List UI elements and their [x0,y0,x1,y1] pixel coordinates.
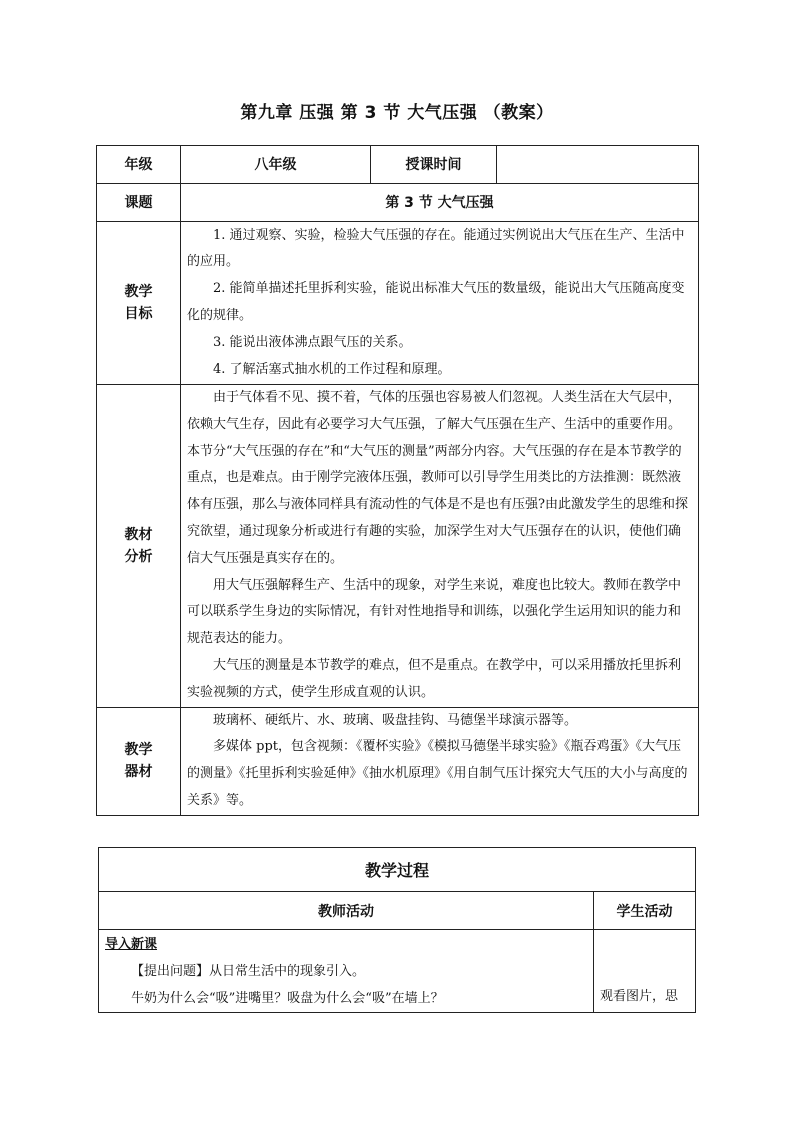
analysis-paragraph: 大气压的测量是本节教学的难点，但不是重点。在教学中，可以采用播放托里拆利实验视频的方式，使学生形成直观的认识。 [187,657,682,700]
equipment-label: 教学器材 [97,707,181,815]
analysis-paragraph: 由于气体看不见、摸不着，气体的压强也容易被人们忽视。人类生活在大气层中，依赖大气生存，因此有必要学习大气压强，了解大气压强在生产、生活中的重要作用。本节分“大气压强的存在”和“大气压的测量”两部分内容。大气压强的存在是本节教学的重点，也是难点。由于刚学完液体压强，教师可以引导学生用类比的方法推测：既然液体有压强，那么与液体同样具有流动性的气体是不是也有压强?由此激发学生的思维和探究欲望，通过现象分析或进行有趣的实验，加深学生对大气压强存在的认识，使他们确信大气压强是真实存在的。 [187,390,688,566]
goal-item: 3. 能说出液体沸点跟气压的关系。 [213,334,412,350]
topic-label: 课题 [97,184,181,222]
teacher-activity-cell [99,930,594,1013]
student-activity-cell [594,930,696,1013]
goal-item: 4. 了解活塞式抽水机的工作过程和原理。 [213,361,451,377]
document-title: 第九章 压强 第 3 节 大气压强 （教案） [240,103,554,123]
process-table [98,847,696,1013]
time-label: 授课时间 [371,146,497,184]
goals-cell [181,222,699,385]
time-value [497,146,699,184]
process-line: 【提出问题】从日常生活中的现象引入。 [131,963,366,979]
equipment-paragraph: 多媒体 ppt，包含视频：《覆杯实验》《模拟马德堡半球实验》《瓶吞鸡蛋》《大气压的测量》《托里拆利实验延伸》《抽水机原理》《用自制气压计探究大气压的大小与高度的关系》等。 [187,739,688,808]
equipment-paragraph: 玻璃杯、硬纸片、水、玻璃、吸盘挂钩、马德堡半球演示器等。 [213,712,578,728]
student-activity-text: 观看图片，思 [600,988,679,1004]
info-table [96,145,699,816]
analysis-label: 教材分析 [97,385,181,708]
equipment-cell [181,707,699,815]
goal-item: 1. 通过观察、实验，检验大气压强的存在。能通过实例说出大气压在生产、生活中的应用。 [187,227,685,270]
grade-value: 八年级 [181,146,371,184]
goals-label: 教学目标 [97,222,181,385]
goal-item: 2. 能简单描述托里拆利实验，能说出标准大气压的数量级，能说出大气压随高度变化的规律。 [187,281,685,323]
topic-value: 第 3 节 大气压强 [181,184,699,222]
teacher-activity-header: 教师活动 [99,892,594,930]
student-activity-header: 学生活动 [594,892,696,930]
process-line: 牛奶为什么会“吸”进嘴里？吸盘为什么会“吸”在墙上？ [131,990,444,1006]
section-title: 导入新课 [105,937,158,952]
process-title: 教学过程 [99,848,696,892]
grade-label: 年级 [97,146,181,184]
analysis-paragraph: 用大气压强解释生产、生活中的现象，对学生来说，难度也比较大。教师在教学中可以联系学生身边的实际情况，有针对性地指导和训练，以强化学生运用知识的能力和规范表达的能力。 [187,577,682,647]
analysis-cell [181,385,699,708]
